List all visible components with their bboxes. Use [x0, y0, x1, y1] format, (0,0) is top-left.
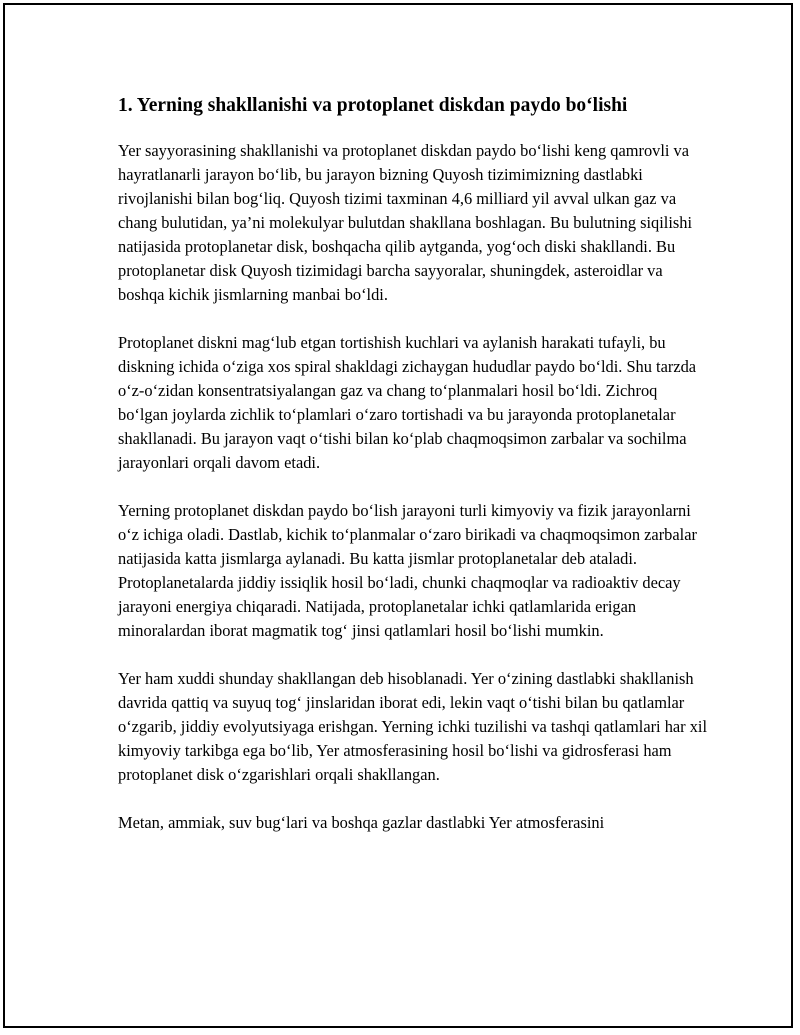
paragraph-2: Protoplanet diskni mag‘lub etgan tortishish kuchlari va aylanish harakati tufayli, bu diskning ichida o‘ziga xos spiral shakldagi zichaygan hududlar paydo bo‘ldi. Shu tarzda o‘z-o‘zidan konsentratsiyalangan gaz va chang to‘planmalari hosil bo‘ldi. Zichroq bo‘lgan joylarda zichlik to‘plamlari o‘zaro tortishadi va bu jarayonda protoplanetalar shakllanadi. Bu jarayon vaqt o‘tishi bilan ko‘plab chaqmoqsimon zarbalar va sochilma jarayonlari orqali davom etadi.	[118, 333, 697, 472]
paragraph-4: Yer ham xuddi shunday shakllangan deb hisoblanadi. Yer o‘zining dastlabki shakllanish davrida qattiq va suyuq tog‘ jinslaridan iborat edi, lekin vaqt o‘tishi bilan bu qatlamlar o‘zgarib, jiddiy evolyutsiyaga erishgan. Yerning ichki tuzilishi va tashqi qatlamlari har xil kimyoviy tarkibga ega bo‘lib, Yer atmosferasining hosil bo‘lishi va gidrosferasi ham protoplanet disk o‘zgarishlari orqali shakllangan.	[118, 669, 708, 784]
paragraph-5: Metan, ammiak, suv bug‘lari va boshqa gazlar dastlabki Yer atmosferasini	[118, 813, 605, 832]
document-body	[118, 92, 708, 859]
paragraph-1: Yer sayyorasining shakllanishi va protoplanet diskdan paydo bo‘lishi keng qamrovli va hayratlanarli jarayon bo‘lib, bu jarayon bizning Quyosh tizimimizning dastlabki rivojlanishi bilan bog‘liq. Quyosh tizimi taxminan 4,6 milliard yil avval ulkan gaz va chang bulutidan, ya’ni molekulyar bulutdan shakllana boshlagan. Bu bulutning siqilishi natijasida protoplanetar disk, boshqacha qilib aytganda, yog‘och diski shakllandi. Bu protoplanetar disk Quyosh tizimidagi barcha sayyoralar, shuningdek, asteroidlar va boshqa kichik jismlarning manbai bo‘ldi.	[118, 141, 693, 304]
section-heading: 1. Yerning shakllanishi va protoplanet diskdan paydo bo‘lishi	[118, 95, 628, 116]
paragraph-3: Yerning protoplanet diskdan paydo bo‘lish jarayoni turli kimyoviy va fizik jarayonlarni o‘z ichiga oladi. Dastlab, kichik to‘planmalar o‘zaro birikadi va chaqmoqsimon zarbalar natijasida katta jismlarga aylanadi. Bu katta jismlar protoplanetalar deb ataladi. Protoplanetalarda jiddiy issiqlik hosil bo‘ladi, chunki chaqmoqlar va radioaktiv decay jarayoni energiya chiqaradi. Natijada, protoplanetalar ichki qatlamlarida erigan minoralardan iborat magmatik tog‘ jinsi qatlamlari hosil bo‘lishi mumkin.	[118, 501, 697, 640]
